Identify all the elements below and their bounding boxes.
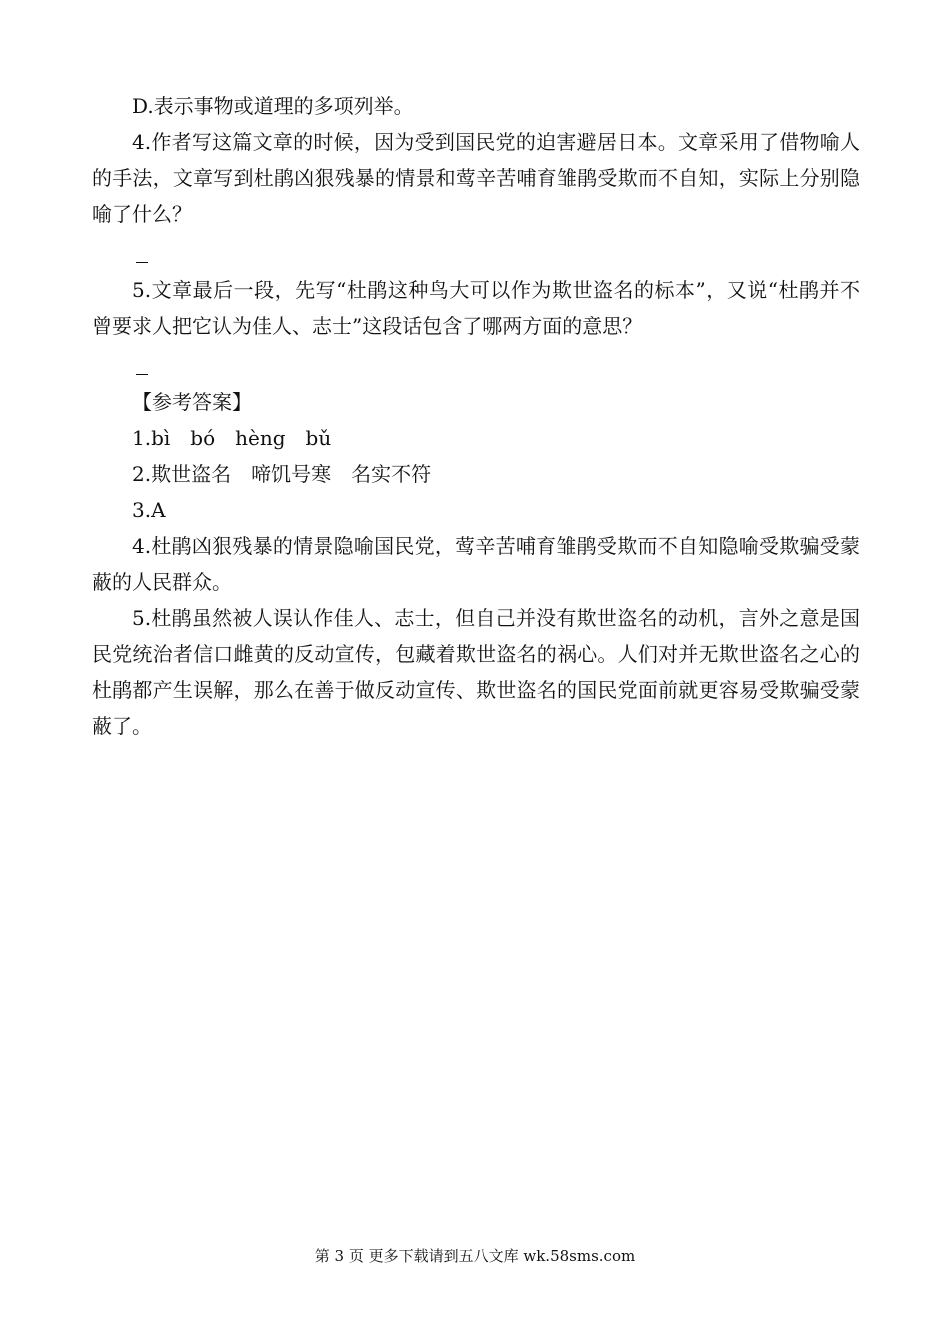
answer-2: 2.欺世盗名 啼饥号寒 名实不符: [132, 462, 432, 486]
answer-4: 4.杜鹃凶狠残暴的情景隐喻国民党，莺辛苦哺育雏鹃受欺而不自知隐喻受欺骗受蒙蔽的人民群众。: [92, 534, 860, 594]
question-5-text: 5.文章最后一段，先写“杜鹃这种鸟大可以作为欺世盗名的标本”，又说“杜鹃并不曾要求人把它认为佳人、志士”这段话包含了哪两方面的意思？: [92, 278, 860, 338]
answer-5: 5.杜鹃虽然被人误认作佳人、志士，但自己并没有欺世盗名的动机，言外之意是国民党统治者信口雌黄的反动宣传，包藏着欺世盗名的祸心。人们对并无欺世盗名之心的杜鹃都产生误解，那么在善于做反动宣传、欺世盗名的国民党面前就更容易受欺骗受蒙蔽了。: [92, 606, 860, 738]
answer-blank-4: [92, 236, 860, 272]
blank-underline: [136, 262, 148, 263]
option-d-text: D.表示事物或道理的多项列举。: [132, 94, 414, 118]
blank-underline: [136, 374, 148, 375]
answers-heading: 【参考答案】: [132, 390, 252, 414]
document-body: [92, 88, 860, 744]
answer-blank-5: [92, 348, 860, 384]
answer-1: 1.bì bó hèng bǔ: [132, 426, 332, 450]
answer-3: 3.A: [132, 498, 166, 522]
question-4-text: 4.作者写这篇文章的时候，因为受到国民党的迫害避居日本。文章采用了借物喻人的手法，文章写到杜鹃凶狠残暴的情景和莺辛苦哺育雏鹃受欺而不自知，实际上分别隐喻了什么？: [92, 130, 860, 226]
page-footer: 第 3 页 更多下载请到五八文库 wk.58sms.com: [314, 1247, 636, 1265]
